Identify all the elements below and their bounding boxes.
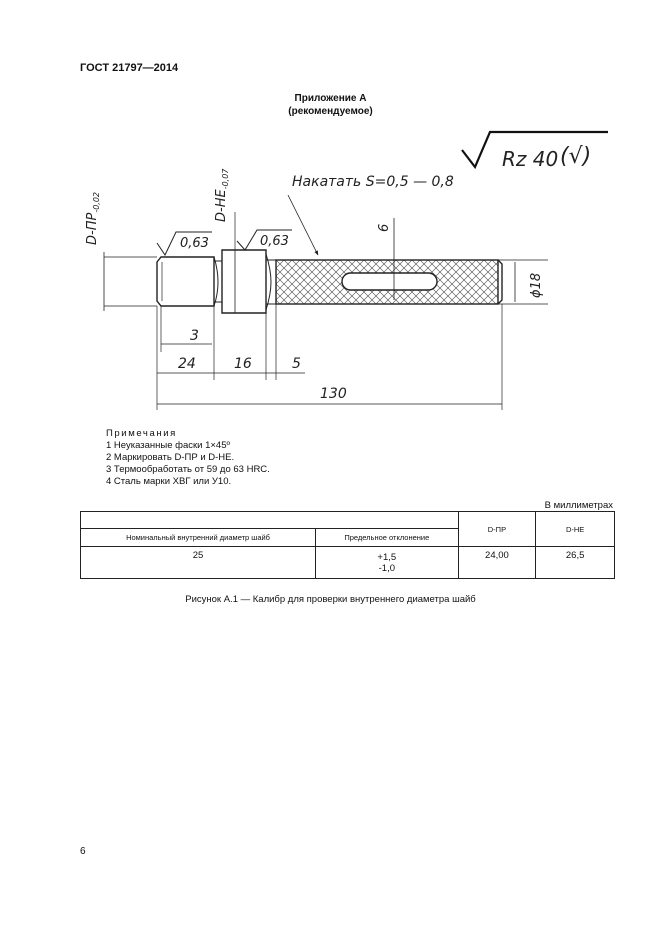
roughness-symbol-1	[157, 232, 212, 255]
page-number: 6	[80, 846, 86, 857]
figure-caption: Рисунок А.1 — Калибр для проверки внутреннего диаметра шайб	[185, 594, 476, 605]
svg-text:0,63: 0,63	[180, 236, 209, 251]
knurl-label: Накатать S=0,5 — 0,8	[292, 174, 454, 190]
svg-text:D-НЕ-0,07	[214, 168, 230, 222]
dim-d-pr	[85, 192, 157, 311]
svg-text:5: 5	[292, 356, 301, 372]
d-pr-tolerance: -0,02	[92, 191, 101, 213]
note-item: 1 Неуказанные фаски 1×45º	[106, 440, 230, 451]
svg-text:130: 130	[320, 386, 347, 402]
svg-text:3: 3	[190, 328, 199, 344]
roughness-general-text: Rz 40	[502, 147, 559, 171]
svg-text:D-ПР-0,02	[85, 192, 101, 245]
notes	[106, 428, 270, 488]
nogo-end-body	[222, 250, 266, 313]
d-ne-label: D-НЕ	[214, 189, 229, 222]
go-end-body	[157, 257, 214, 306]
svg-text:ϕ18: ϕ18	[529, 272, 544, 298]
note-item: 2 Маркировать D-ПР и D-НЕ.	[106, 452, 235, 463]
header-d-ne: D-НЕ	[536, 512, 615, 547]
document-header: ГОСТ 21797—2014	[80, 62, 179, 74]
d-ne-tolerance: -0,07	[221, 168, 230, 190]
dim-total	[157, 304, 502, 410]
note-item: 4 Сталь марки ХВГ или У10.	[106, 476, 232, 487]
annex-subheading: (рекомендуемое)	[288, 106, 373, 117]
cell-deviation	[316, 547, 459, 579]
keyway-slot	[342, 273, 437, 290]
cell-d-ne: 26,5	[536, 547, 615, 579]
groove-2	[266, 254, 271, 310]
notes-title: Примечания	[106, 428, 177, 439]
roughness-paren-symbol: (√)	[560, 144, 592, 169]
header-deviation: Предельное отклонение	[316, 529, 459, 547]
dimensions-table	[80, 511, 615, 579]
svg-text:16: 16	[234, 356, 252, 372]
gauge-part	[157, 250, 502, 313]
dim-lengths	[157, 304, 305, 380]
note-item: 3 Термообработать от 59 до 63 HRC.	[106, 464, 270, 475]
d-pr-label: D-ПР	[85, 212, 100, 245]
cell-nominal: 25	[81, 547, 316, 579]
general-roughness-symbol	[462, 132, 608, 171]
dim-diameter	[498, 260, 548, 304]
roughness-symbol-2	[237, 230, 292, 250]
units-label: В миллиметрах	[544, 500, 613, 511]
deviation-minus: -1,0	[378, 562, 395, 574]
header-nominal: Номинальный внутренний диаметр шайб	[81, 529, 316, 547]
svg-text:6: 6	[377, 223, 392, 232]
annex-heading: Приложение А	[294, 93, 367, 104]
svg-text:0,63: 0,63	[260, 234, 289, 249]
cell-d-pr: 24,00	[458, 547, 536, 579]
svg-text:24: 24	[178, 356, 196, 372]
table-row	[81, 547, 615, 579]
deviation-plus: +1,5	[377, 551, 397, 563]
header-d-pr: D-ПР	[458, 512, 536, 547]
gauge-drawing	[0, 0, 661, 420]
